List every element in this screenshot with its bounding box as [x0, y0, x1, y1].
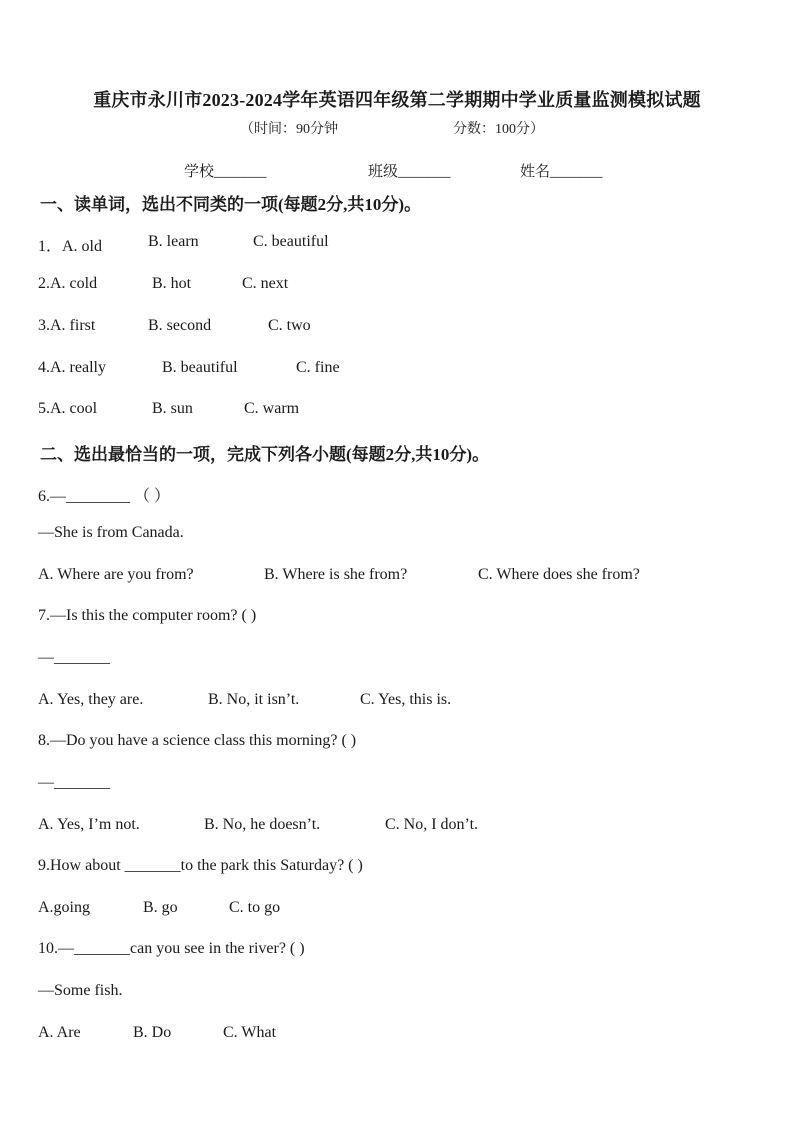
- q1-option-a: 1．A. old: [38, 238, 103, 255]
- q7-prompt: 7.—Is this the computer room? ( ): [38, 607, 257, 624]
- q7-option-c: C. Yes, this is.: [360, 691, 452, 708]
- q8-option-b: B. No, he doesn’t.: [204, 816, 321, 833]
- q9-option-a: A.going: [38, 899, 90, 916]
- q9-option-c: C. to go: [229, 899, 281, 916]
- q8-prompt: 8.—Do you have a science class this morning? ( ): [38, 732, 357, 749]
- q6-option-b: B. Where is she from?: [264, 566, 408, 583]
- q4-option-c: C. fine: [296, 359, 340, 376]
- q7-option-b: B. No, it isn’t.: [208, 691, 300, 708]
- q10-option-a: A. Are: [38, 1024, 81, 1041]
- q6-option-a: A. Where are you from?: [38, 566, 194, 583]
- exam-score: 分数：100分）: [453, 122, 544, 137]
- q3-option-b: B. second: [148, 317, 212, 334]
- q10-option-b: B. Do: [133, 1024, 172, 1041]
- exam-title: 重庆市永川市2023-2024学年英语四年级第二学期期中学业质量监测模拟试题: [93, 90, 701, 110]
- exam-time: （时间：90分钟: [240, 122, 338, 137]
- q5-option-a: 5.A. cool: [38, 400, 98, 417]
- q1-option-c: C. beautiful: [253, 233, 329, 250]
- q3-option-c: C. two: [268, 317, 311, 334]
- q3-option-a: 3.A. first: [38, 317, 96, 334]
- q7-answer-blank: —_______: [38, 649, 110, 666]
- q7-option-a: A. Yes, they are.: [38, 691, 144, 708]
- q4-option-b: B. beautiful: [162, 359, 238, 376]
- section-two-heading: 二、选出最恰当的一项，完成下列各小题(每题2分,共10分)。: [40, 445, 490, 464]
- q6-option-c: C. Where does she from?: [478, 566, 640, 583]
- q1-option-b: B. learn: [148, 233, 199, 250]
- q5-option-b: B. sun: [152, 400, 193, 417]
- q8-option-c: C. No, I don’t.: [385, 816, 479, 833]
- name-field: 姓名_______: [520, 164, 603, 180]
- school-field: 学校_______: [184, 164, 267, 180]
- q10-prompt: 10.—_______can you see in the river? ( ): [38, 940, 305, 957]
- q10-dialogue-reply: —Some fish.: [38, 982, 123, 999]
- q5-option-c: C. warm: [244, 400, 300, 417]
- q9-prompt: 9.How about _______to the park this Saturday? ( ): [38, 857, 363, 874]
- class-field: 班级_______: [368, 164, 451, 180]
- q2-option-c: C. next: [242, 275, 289, 292]
- q2-option-a: 2.A. cold: [38, 275, 98, 292]
- section-one-heading: 一、读单词，选出不同类的一项(每题2分,共10分)。: [40, 195, 422, 214]
- q6-prompt: 6.—________ （ ）: [38, 488, 171, 505]
- q6-dialogue-reply: —She is from Canada.: [38, 524, 184, 541]
- q2-option-b: B. hot: [152, 275, 192, 292]
- q10-option-c: C. What: [223, 1024, 277, 1041]
- q8-option-a: A. Yes, I’m not.: [38, 816, 140, 833]
- q8-answer-blank: —_______: [38, 774, 110, 791]
- q4-option-a: 4.A. really: [38, 359, 106, 376]
- q9-option-b: B. go: [143, 899, 178, 916]
